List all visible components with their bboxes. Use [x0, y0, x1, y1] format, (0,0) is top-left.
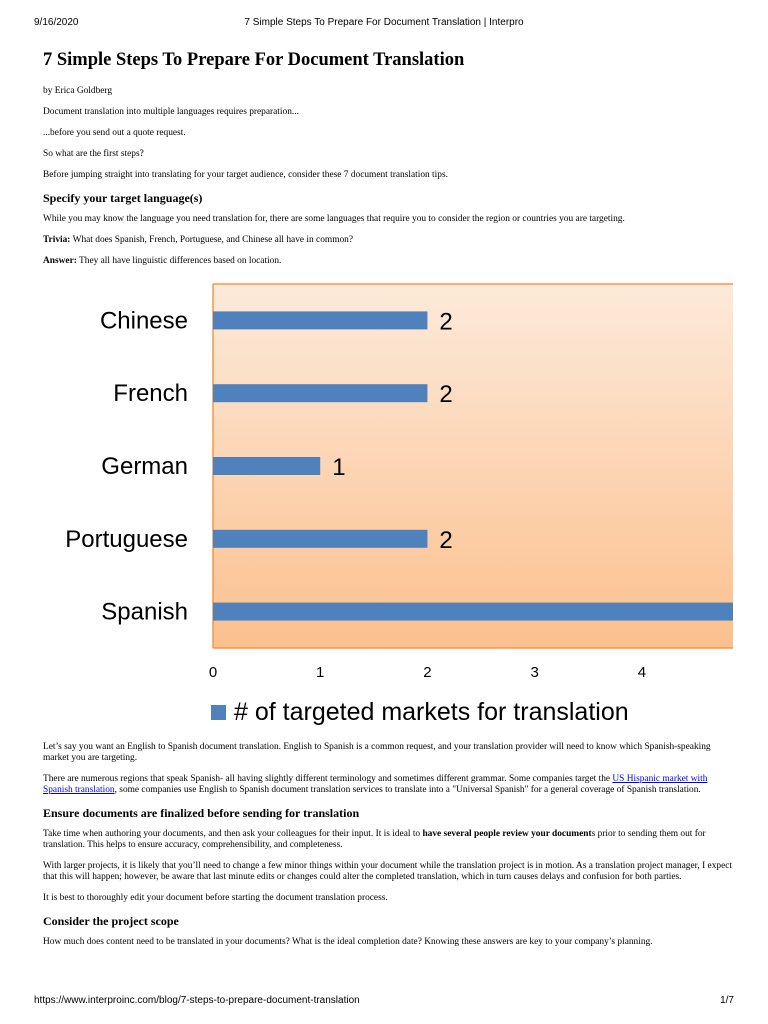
bar-chinese	[213, 311, 427, 329]
review-text-bold: have several people review your document	[422, 829, 592, 839]
trivia-text: What does Spanish, French, Portuguese, and Chinese all have in common?	[70, 235, 354, 245]
x-tick-label-1: 1	[316, 664, 325, 681]
category-label-french: French	[113, 380, 188, 408]
regions-text-b: , some companies use English to Spanish document translation services to translate into a "Universal Spanish" for a general coverage of Spanish translation.	[114, 785, 701, 795]
bar-french	[213, 384, 427, 402]
heading-finalize: Ensure documents are finalized before sending for translation	[43, 806, 360, 820]
intro-paragraph-4: Before jumping straight into translating for your target audience, consider these 7 document translation tips.	[43, 170, 448, 180]
review-paragraph	[43, 829, 733, 851]
larger-projects-paragraph: With larger projects, it is likely that you’ll need to change a few minor things within your document while the translation project is in motion. As a translation project manager, I expect that this will happen; however, be aware that last minute edits or changes could alter the completed translation, which in turn causes delays and confusion for both parties.	[43, 861, 733, 882]
print-date: 9/16/2020	[34, 17, 79, 28]
answer-text: They all have linguistic differences based on location.	[76, 256, 282, 266]
print-url: https://www.interproinc.com/blog/7-steps-to-prepare-document-translation	[34, 995, 360, 1006]
data-label-french: 2	[439, 381, 453, 409]
intro-paragraph-2: ...before you send out a quote request.	[43, 128, 186, 138]
print-title: 7 Simple Steps To Prepare For Document Translation | Interpro	[244, 17, 524, 28]
scope-paragraph: How much does content need to be translated in your documents? What is the ideal completion date? Knowing these answers are key to your company’s planning.	[43, 937, 653, 947]
regions-paragraph	[43, 774, 733, 796]
legend-label: # of targeted markets for translation	[234, 698, 629, 726]
us-hispanic-link[interactable]: US Hispanic market with Spanish translation	[43, 774, 708, 795]
data-label-chinese: 2	[439, 308, 453, 336]
chart-svg	[43, 280, 733, 735]
intro-paragraph-3: So what are the first steps?	[43, 149, 144, 159]
article-continued	[43, 742, 733, 958]
review-text-a: Take time when authoring your documents, and then ask your colleagues for their input. It is ideal to	[43, 829, 423, 839]
markets-bar-chart	[43, 280, 733, 735]
heading-scope: Consider the project scope	[43, 914, 179, 928]
bar-portuguese	[213, 530, 427, 548]
answer-label: Answer:	[43, 256, 77, 266]
category-label-spanish: Spanish	[101, 598, 188, 626]
category-label-portuguese: Portuguese	[65, 525, 188, 553]
page-number: 1/7	[720, 995, 734, 1006]
edit-paragraph: It is best to thoroughly edit your document before starting the document translation process.	[43, 893, 388, 903]
category-label-german: German	[101, 453, 188, 480]
heading-specify-language: Specify your target language(s)	[43, 191, 203, 205]
spanish-paragraph: Let’s say you want an English to Spanish document translation. English to Spanish is a common request, and your translation provider will need to know which Spanish-speaking market you are targeting.	[43, 742, 711, 763]
data-label-german: 1	[332, 454, 346, 481]
x-tick-label-0: 0	[208, 664, 218, 681]
article	[43, 48, 733, 277]
regions-text-a: There are numerous regions that speak Spanish- all having slightly different terminology and sometimes different grammar. Some companies target the	[43, 774, 613, 784]
x-tick-label-4: 4	[637, 664, 647, 681]
article-title: 7 Simple Steps To Prepare For Document Translation	[43, 50, 465, 70]
data-label-portuguese: 2	[439, 526, 453, 554]
print-header	[0, 17, 768, 31]
bar-german	[213, 457, 320, 475]
category-label-chinese: Chinese	[99, 307, 188, 335]
trivia-label: Trivia:	[43, 235, 71, 245]
x-tick-label-2: 2	[423, 664, 432, 681]
legend-swatch	[211, 705, 226, 720]
language-paragraph: While you may know the language you need translation for, there are some languages that require you to consider the region or countries you are targeting.	[43, 214, 625, 224]
bar-spanish	[213, 603, 733, 621]
trivia-paragraph	[43, 235, 733, 246]
x-tick-label-3: 3	[530, 664, 539, 681]
answer-paragraph	[43, 256, 733, 267]
print-footer	[0, 995, 768, 1009]
intro-paragraph-1: Document translation into multiple languages requires preparation...	[43, 107, 299, 117]
review-text-b: s prior to sending them out for translation. This helps to ensure accuracy, comprehensibility, and completeness.	[43, 829, 706, 850]
byline: by Erica Goldberg	[43, 86, 113, 96]
